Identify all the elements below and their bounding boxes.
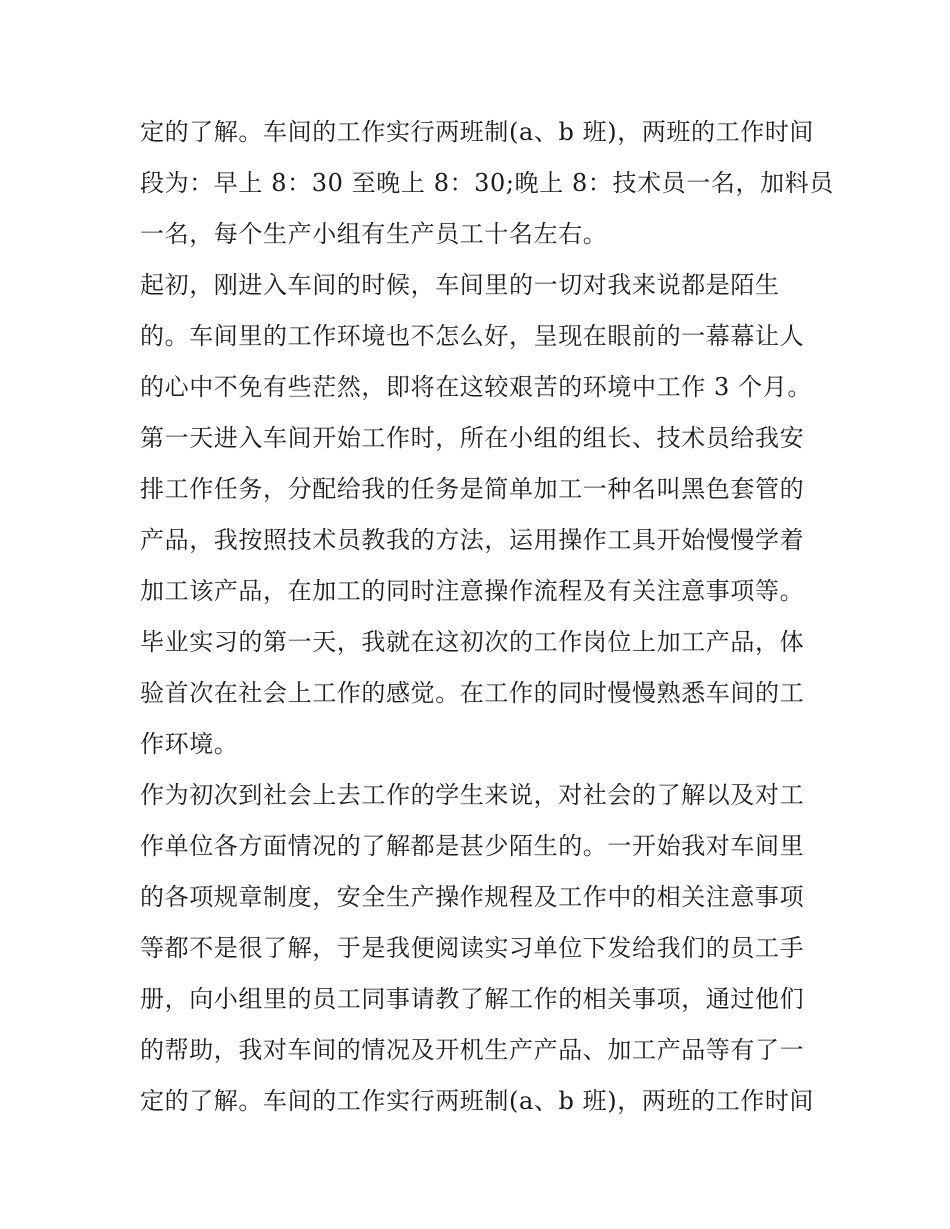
text-line: 加工该产品，在加工的同时注意操作流程及有关注意事项等。: [140, 577, 805, 605]
text-line: 的各项规章制度，安全生产操作规程及工作中的相关注意事项: [140, 883, 805, 911]
text-line: 排工作任务，分配给我的任务是简单加工一种名叫黑色套管的: [140, 475, 805, 503]
text-line: 第一天进入车间开始工作时，所在小组的组长、技术员给我安: [140, 424, 805, 452]
text-line: 毕业实习的第一天，我就在这初次的工作岗位上加工产品，体: [140, 628, 805, 656]
text-line: 的。车间里的工作环境也不怎么好，呈现在眼前的一幕幕让人: [140, 322, 805, 350]
document-body: [140, 107, 834, 1127]
text-line: 定的了解。车间的工作实行两班制(a、b 班)，两班的工作时间: [140, 1087, 815, 1115]
text-line: 起初，刚进入车间的时候，车间里的一切对我来说都是陌生: [140, 271, 780, 299]
text-line: 册，向小组里的员工同事请教了解工作的相关事项，通过他们: [140, 985, 805, 1013]
text-line: 验首次在社会上工作的感觉。在工作的同时慢慢熟悉车间的工: [140, 679, 805, 707]
text-line: 作单位各方面情况的了解都是甚少陌生的。一开始我对车间里: [140, 832, 805, 860]
text-line: 段为：早上 8：30 至晚上 8：30;晚上 8：技术员一名，加料员: [140, 169, 834, 197]
text-line: 作为初次到社会上去工作的学生来说，对社会的了解以及对工: [140, 781, 805, 809]
text-line: 的心中不免有些茫然，即将在这较艰苦的环境中工作 3 个月。: [140, 373, 812, 401]
text-line: 等都不是很了解，于是我便阅读实习单位下发给我们的员工手: [140, 934, 805, 962]
text-line: 作环境。: [140, 730, 239, 758]
text-line: 一名，每个生产小组有生产员工十名左右。: [140, 220, 608, 248]
text-line: 产品，我按照技术员教我的方法，运用操作工具开始慢慢学着: [140, 526, 805, 554]
text-line: 定的了解。车间的工作实行两班制(a、b 班)，两班的工作时间: [140, 118, 815, 146]
text-line: 的帮助，我对车间的情况及开机生产产品、加工产品等有了一: [140, 1036, 805, 1064]
